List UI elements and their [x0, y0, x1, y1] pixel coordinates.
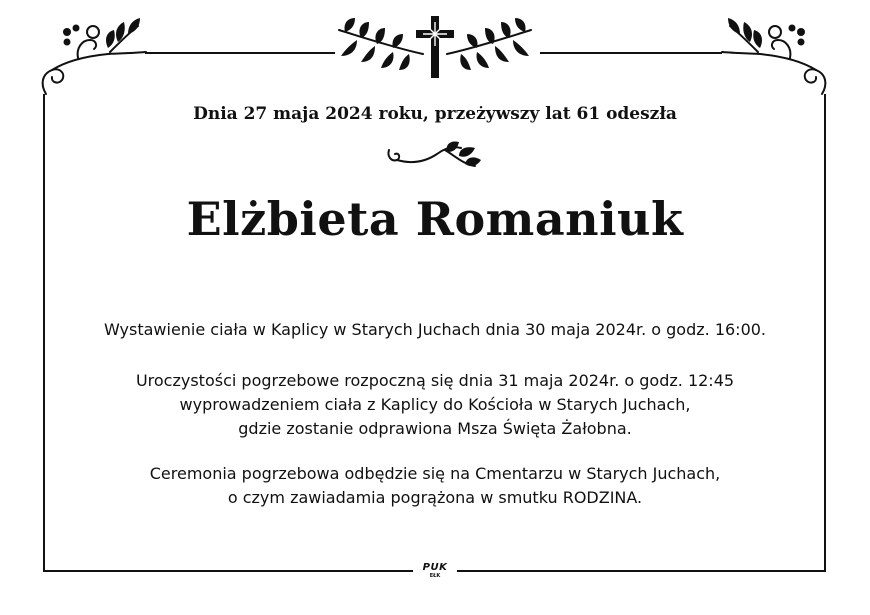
paragraph-line: Uroczystości pogrzebowe rozpoczną się dnia 31 maja 2024r. o godz. 12:45 [135, 371, 735, 390]
corner-flourish-icon [38, 18, 148, 88]
deceased-name: Elżbieta Romaniuk [186, 192, 684, 246]
paragraph-line: gdzie zostanie odprawiona Msza Święta Żałobna. [238, 419, 632, 438]
corner-flourish-icon [720, 18, 830, 88]
cross-icon [414, 16, 456, 78]
top-border-left [145, 52, 335, 54]
frame-bottom-border-left [43, 570, 413, 572]
paragraph-line: wyprowadzeniem ciała z Kaplicy do Kościoła w Starych Juchach, [179, 395, 691, 414]
paragraph-line: Ceremonia pogrzebowa odbędzie się na Cmentarzu w Starych Juchach, [149, 464, 721, 483]
frame-bottom-border-right [457, 570, 826, 572]
logo-main-text: PUK [422, 562, 448, 573]
viewing-paragraph [0, 318, 870, 342]
funeral-paragraph [0, 369, 870, 441]
death-notice-headline: Dnia 27 maja 2024 roku, przeżywszy lat 61 odeszła [193, 104, 677, 124]
divider-flourish-icon [385, 140, 485, 174]
logo-sub-text: EŁK [429, 573, 441, 579]
puk-logo [413, 563, 457, 579]
top-border-right [540, 52, 722, 54]
ceremony-paragraph [0, 462, 870, 510]
paragraph-line: Wystawienie ciała w Kaplicy w Starych Juchach dnia 30 maja 2024r. o godz. 16:00. [103, 320, 767, 339]
paragraph-line: o czym zawiadamia pogrążona w smutku RODZINA. [227, 488, 643, 507]
